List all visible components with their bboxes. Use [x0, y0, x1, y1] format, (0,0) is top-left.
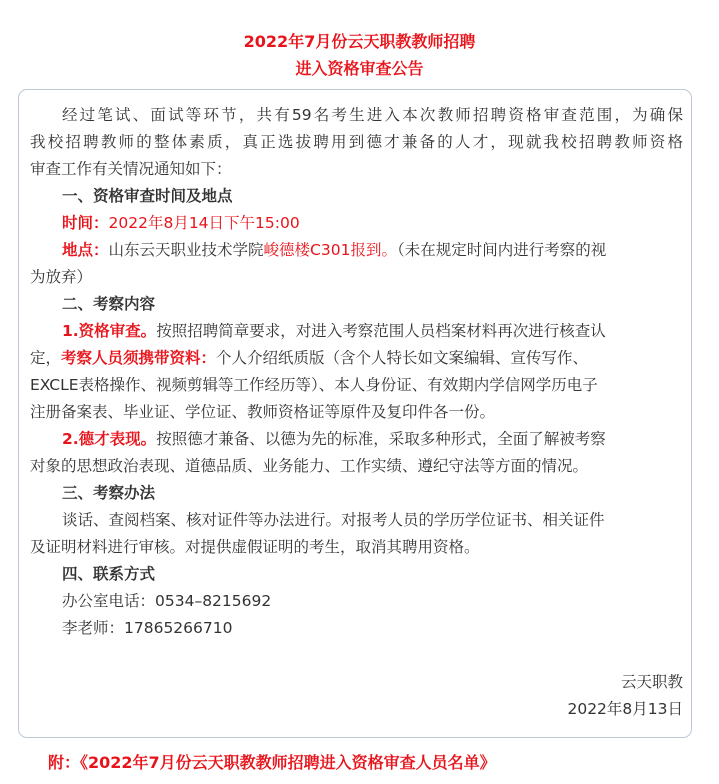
item-1-line-4: 注册备案表、毕业证、学位证、教师资格证等原件及复印件各一份。: [30, 403, 496, 421]
section-3-heading: 三、考察办法: [62, 484, 156, 502]
item-1-line-3: EXCLE表格操作、视频剪辑等工作经历等）、本人身份证、有效期内学信网学历电子: [30, 376, 598, 394]
place-label: 地点：: [62, 241, 109, 259]
place-note-b: 为放弃）: [30, 268, 93, 286]
exam-place: [62, 239, 606, 261]
intro-line-1: 经过笔试、面试等环节，共有59名考生进入本次教师招聘资格审查范围，为确保: [62, 106, 683, 124]
notice-subtitle: 进入资格审查公告: [295, 59, 424, 78]
teacher-phone: 李老师：17865266710: [62, 619, 233, 637]
intro-line-3: 审查工作有关情况通知如下：: [30, 160, 232, 178]
place-value-a: 山东云天职业技术学院: [108, 241, 264, 259]
intro-line-2: 我校招聘教师的整体素质，真正选拔聘用到德才兼备的人才，现就我校招聘教师资格: [30, 133, 683, 151]
section-1-heading: 一、资格审查时间及地点: [62, 187, 233, 205]
item-1-line-1: [62, 320, 606, 342]
section-4-heading: 四、联系方式: [62, 565, 156, 583]
item-2-line-2: 对象的思想政治表现、道德品质、业务能力、工作实绩、遵纪守法等方面的情况。: [30, 457, 589, 475]
place-note-a: （未在规定时间内进行考察的视: [396, 241, 607, 259]
item-1-label: 1.资格审查。: [62, 322, 157, 340]
signature: 云天职教: [620, 673, 683, 691]
method-line-2: 及证明材料进行审核。对提供虚假证明的考生，取消其聘用资格。: [30, 538, 480, 556]
appendix-link[interactable]: 附：《2022年7月份云天职教教师招聘进入资格审查人员名单》: [48, 753, 496, 772]
notice-title: 2022年7月份云天职教教师招聘: [243, 32, 476, 51]
office-phone: 办公室电话：0534–8215692: [62, 592, 272, 610]
section-2-heading: 二、考察内容: [62, 295, 156, 313]
place-value-b: 峻德楼C301报到。: [263, 241, 397, 259]
item-1-text-1: 按照招聘简章要求，对进入考察范围人员档案材料再次进行核查认: [156, 322, 606, 340]
exam-time: [62, 212, 300, 234]
issue-date: 2022年8月13日: [567, 700, 683, 718]
time-value: 2022年8月14日下午15:00: [108, 214, 300, 232]
item-1-line-2: [30, 347, 588, 369]
materials-label: 考察人员须携带资料：: [61, 349, 217, 367]
method-line-1: 谈话、查阅档案、核对证件等办法进行。对报考人员的学历学位证书、相关证件: [62, 511, 605, 529]
item-2-line-1: [62, 428, 606, 450]
item-2-label: 2.德才表现。: [62, 430, 157, 448]
item-1-text-2b: 个人介绍纸质版（含个人特长如文案编辑、宣传写作、: [216, 349, 589, 367]
item-2-text-1: 按照德才兼备、以德为先的标准，采取多种形式，全面了解被考察: [156, 430, 606, 448]
time-label: 时间：: [62, 214, 109, 232]
item-1-text-2a: 定，: [30, 349, 62, 367]
